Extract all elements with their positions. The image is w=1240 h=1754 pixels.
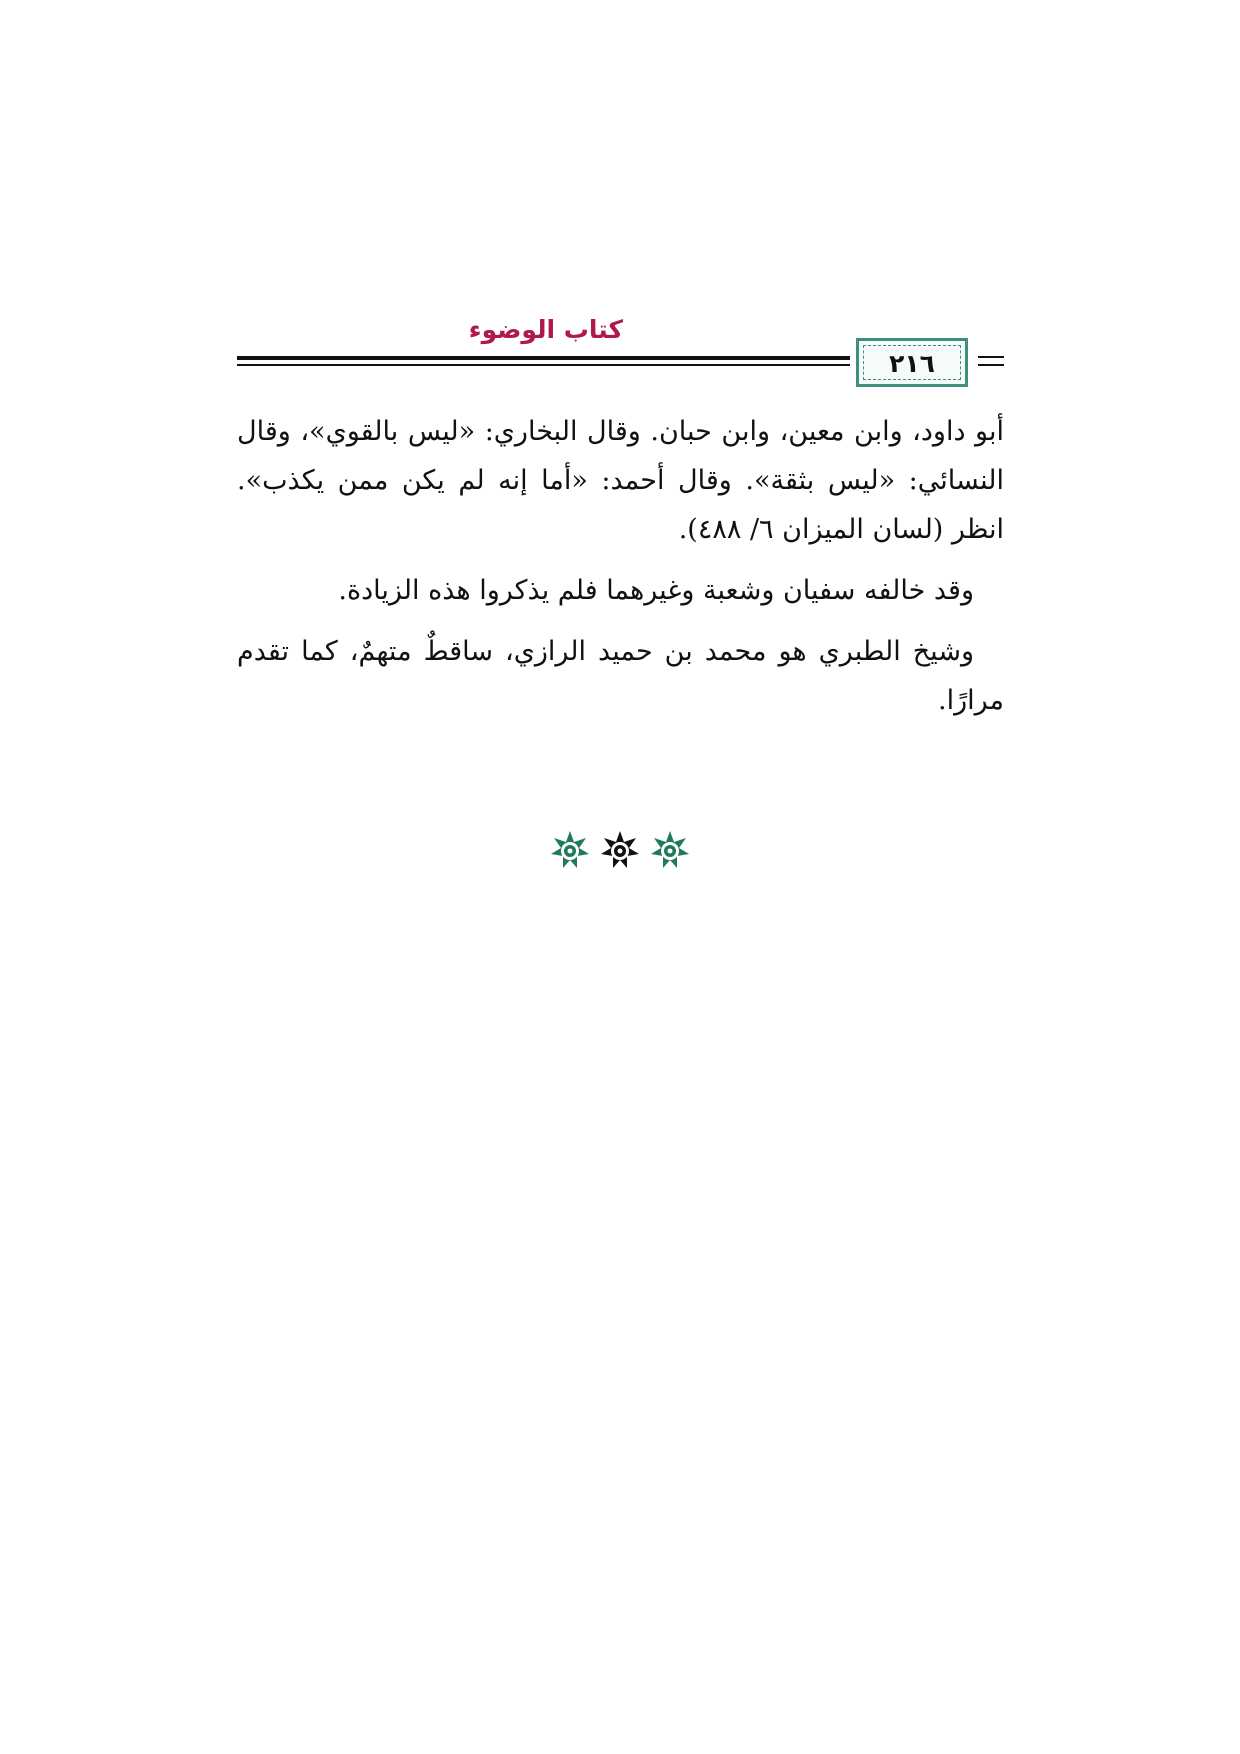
- paragraph: وقد خالفه سفيان وشعبة وغيرهما فلم يذكروا هذه الزيادة.: [338, 575, 974, 606]
- header-side-rule: [978, 356, 1004, 358]
- star-flower-icon: [550, 830, 590, 870]
- body-text: [237, 407, 1004, 725]
- paragraph: أبو داود، وابن معين، وابن حبان. وقال البخاري: «ليس بالقوي»، وقال النسائي: «ليس بثقة». وقال أحمد: «أما إنه لم يكن ممن يكذب». انظر (لسان الميزان ٦/ ٤٨٨).: [237, 416, 1004, 545]
- section-divider-ornaments: [0, 830, 1240, 870]
- header-rule-thin: [237, 364, 850, 366]
- star-flower-icon: [650, 830, 690, 870]
- chapter-title: كتاب الوضوء: [468, 315, 623, 344]
- page-number-frame: [856, 338, 968, 387]
- page-number: ٢١٦: [889, 349, 935, 378]
- header-rule-thick: [237, 356, 850, 360]
- header-side-rule: [978, 364, 1004, 366]
- star-flower-icon: [600, 830, 640, 870]
- running-header: [237, 315, 1004, 387]
- paragraph: وشيخ الطبري هو محمد بن حميد الرازي، ساقطٌ متهمٌ، كما تقدم مرارًا.: [237, 636, 1004, 716]
